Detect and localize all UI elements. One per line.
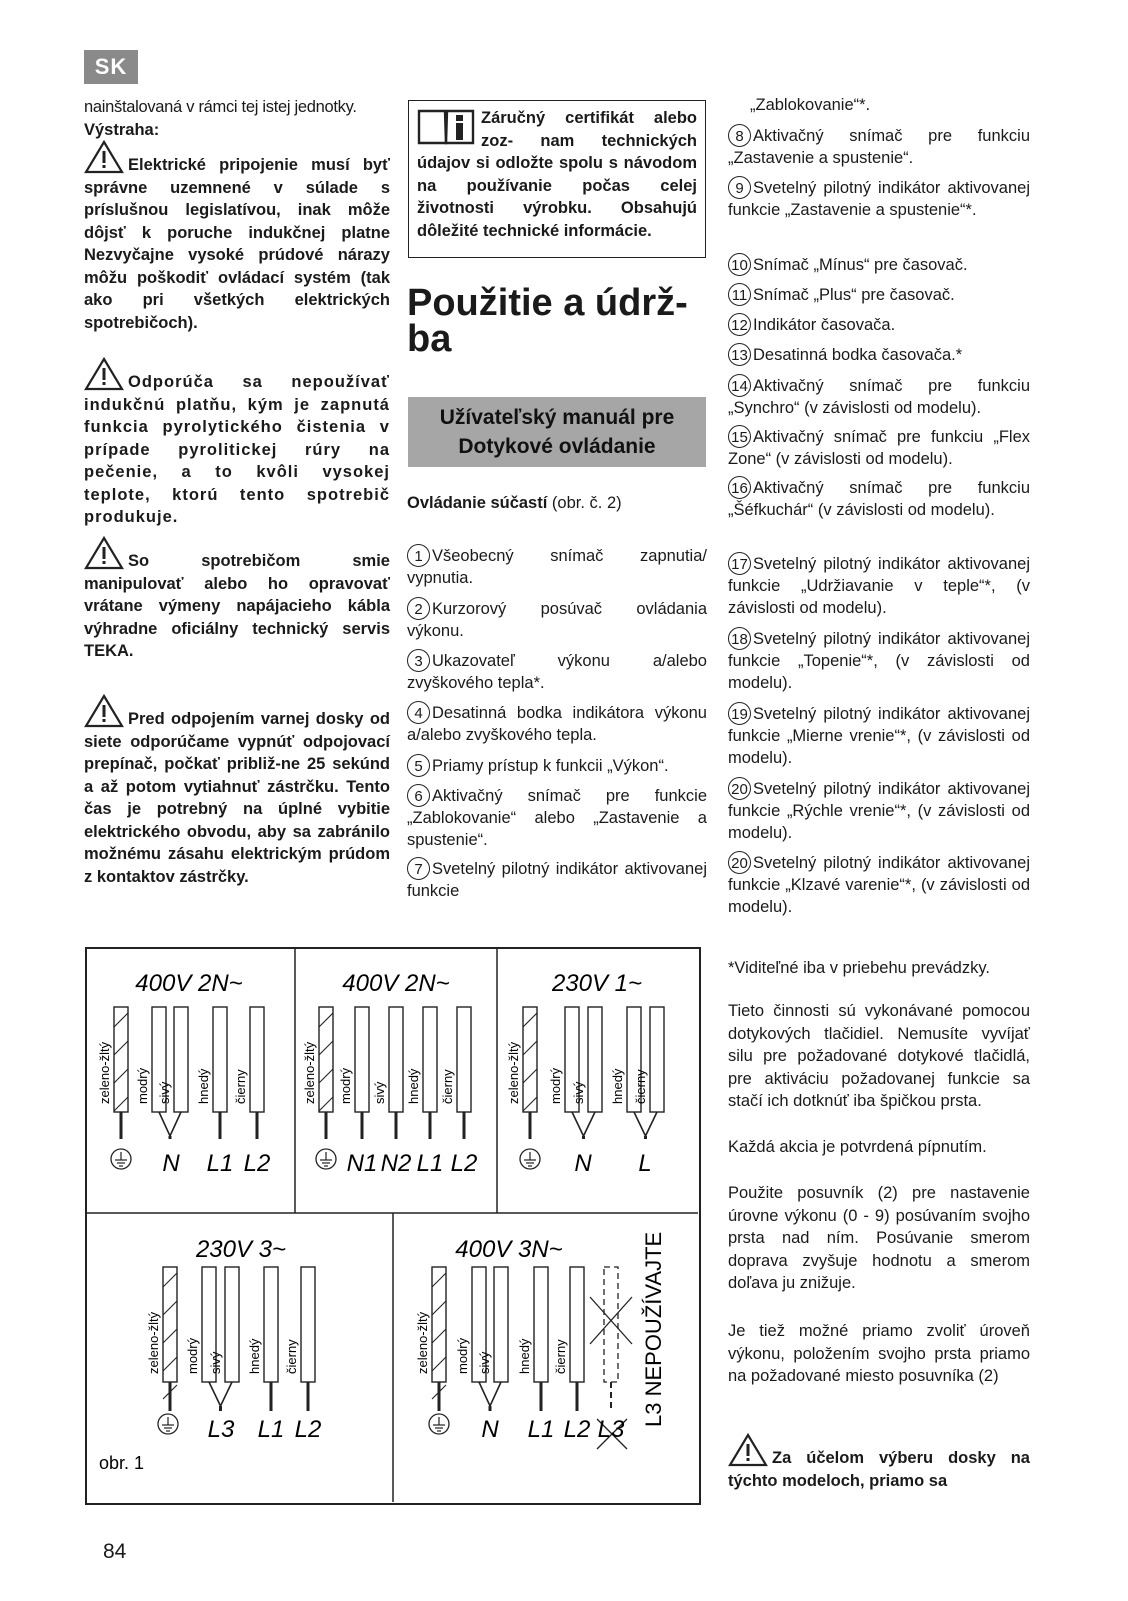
terminal-label: N <box>162 1150 180 1177</box>
warning-1 <box>84 140 390 334</box>
wire-color-label: modrý <box>185 1337 200 1374</box>
wire-join <box>572 1112 595 1136</box>
list-item <box>407 649 707 694</box>
list-item <box>728 851 1030 918</box>
panel-voltage-title: 230V 1~ <box>551 970 643 997</box>
item-text: Aktivačný snímač pre funkciu „Zastavenie a spustenie“. <box>728 127 1030 167</box>
stripe-line <box>523 1013 537 1027</box>
warning-triangle-icon <box>84 536 124 570</box>
item-text: Snímač „Mínus“ pre časovač. <box>753 256 968 274</box>
wire-color-label: zeleno-žltý <box>415 1311 430 1374</box>
terminal-label: N <box>481 1416 499 1443</box>
terminal-label: N2 <box>380 1150 412 1177</box>
wire-sheath <box>389 1007 403 1112</box>
warning-2 <box>84 357 390 529</box>
unused-wire-sheath <box>604 1267 618 1382</box>
item-number-circle: 11 <box>728 283 751 306</box>
right-paragraph: *Viditeľné iba v priebehu prevádzky. <box>728 959 990 977</box>
wire-sheath <box>264 1267 278 1382</box>
item-number-circle: 7 <box>407 857 430 880</box>
right-paragraph: Je tiež možné priamo zvoliť úroveň výkonu, položením svojho prsta priamo na požadované miesto posuvníka (2) <box>728 1322 1030 1385</box>
wire-sheath <box>250 1007 264 1112</box>
terminal-label: L <box>638 1150 652 1177</box>
item-text: Ukazovateľ výkonu a/alebo zvyškového tepla*. <box>407 652 707 692</box>
section-title: Použitie a údrž-ba <box>407 282 688 360</box>
warning-triangle-icon <box>84 357 124 391</box>
controls-label <box>407 494 622 513</box>
wire-join <box>634 1112 657 1136</box>
stripe-line <box>114 1013 128 1027</box>
wire-sheath <box>319 1007 333 1112</box>
info-box <box>408 100 706 258</box>
wire-sheath <box>534 1267 548 1382</box>
item-number-circle: 17 <box>728 552 751 575</box>
list-item <box>407 544 707 589</box>
item-number-circle: 14 <box>728 374 751 397</box>
wire-color-label: sivý <box>208 1351 223 1374</box>
controls-label-bold: Ovládanie súčastí <box>407 494 548 512</box>
wire-color-label: hnedý <box>196 1068 211 1104</box>
item-text: Snímač „Plus“ pre časovač. <box>753 286 955 304</box>
item-text: Aktivačný snímač pre funkciu „Flex Zone“ (v závislosti od modelu). <box>728 428 1030 468</box>
terminal-label: L1 <box>527 1416 555 1443</box>
item-number-circle: 6 <box>407 784 430 807</box>
wire-color-label: sivý <box>157 1081 172 1104</box>
wire-join <box>209 1382 232 1406</box>
stripe-line <box>163 1273 177 1287</box>
panel-voltage-title: 230V 3~ <box>195 1236 287 1263</box>
panel-voltage-title: 400V 2N~ <box>342 970 450 997</box>
list-item <box>728 374 1030 419</box>
warning-2-text: Odporúča sa nepoužívať indukčnú platňu, kým je zapnutá funkcia pyrolytického čistenia v prípade pyrolitickej rúry na pečenie, a to kvôli vysokej teplote, ktorú tento spotrebič produkuje. <box>84 373 390 526</box>
stripe-line <box>163 1329 177 1343</box>
wire-sheath <box>588 1007 602 1112</box>
item-number-circle: 19 <box>728 702 751 725</box>
wire-color-label: hnedý <box>517 1338 532 1374</box>
terminal-label: L1 <box>206 1150 234 1177</box>
item-text: Indikátor časovača. <box>753 316 896 334</box>
wire-color-label: zeleno-žltý <box>146 1311 161 1374</box>
item-number-circle: 1 <box>407 544 430 567</box>
terminal-label: L2 <box>243 1150 271 1177</box>
item-text: Svetelný pilotný indikátor aktivovanej funkcie „Rýchle vrenie“*, (v závislosti od modelu). <box>728 780 1030 842</box>
right-paragraph: Použite posuvník (2) pre nastavenie úrovne výkonu (0 - 9) posúvaním svojho prsta nad ním. Posúvanie smerom doprava zvyšuje hodnotu a smerom doľava ju znižuje. <box>728 1184 1030 1292</box>
stripe-line <box>432 1273 446 1287</box>
wiring-figure <box>85 947 701 1505</box>
item-number-circle: 20 <box>728 777 751 800</box>
stripe-line <box>432 1301 446 1315</box>
stripe-line <box>114 1097 128 1111</box>
item-text: Všeobecný snímač zapnutia/ vypnutia. <box>407 547 707 587</box>
wire-color-label: zeleno-žltý <box>97 1041 112 1104</box>
stripe-line <box>319 1097 333 1111</box>
terminal-label: L3 <box>207 1416 235 1443</box>
item-text: Svetelný pilotný indikátor aktivovanej funkcie „Udržiavanie v teple“*, (v závislosti od modelu). <box>728 555 1030 617</box>
terminal-label: L1 <box>416 1150 444 1177</box>
item-number-circle: 8 <box>728 124 751 147</box>
stripe-line <box>114 1069 128 1083</box>
item-text: Priamy prístup k funkcii „Výkon“. <box>432 757 669 775</box>
list-item <box>728 343 1030 366</box>
stripe-line <box>432 1357 446 1371</box>
item-number-circle: 20 <box>728 851 751 874</box>
wire-color-label: hnedý <box>610 1068 625 1104</box>
list-item <box>728 313 1030 336</box>
list-item <box>407 754 707 777</box>
left-column <box>84 96 394 141</box>
wire-color-label: čierny <box>633 1069 648 1104</box>
wire-color-label: čierny <box>284 1339 299 1374</box>
wire-color-label: modrý <box>135 1067 150 1104</box>
wire-sheath <box>174 1007 188 1112</box>
wire-color-label: zeleno-žltý <box>506 1041 521 1104</box>
wire-color-label: sivý <box>571 1081 586 1104</box>
item-text: Aktivačný snímač pre funkciu „Synchro“ (v závislosti od modelu). <box>728 377 1030 417</box>
item-number-circle: 3 <box>407 649 430 672</box>
language-badge: SK <box>84 50 138 84</box>
terminal-label: L1 <box>257 1416 285 1443</box>
item-number-circle: 5 <box>407 754 430 777</box>
wire-sheath <box>114 1007 128 1112</box>
warning-triangle-icon <box>84 140 124 174</box>
stripe-line <box>523 1041 537 1055</box>
item-text: Aktivačný snímač pre funkciu „Šéfkuchár“ (v závislosti od modelu). <box>728 479 1030 519</box>
list-item <box>407 784 707 851</box>
stripe-line <box>319 1041 333 1055</box>
wire-color-label: čierny <box>553 1339 568 1374</box>
wire-sheath <box>213 1007 227 1112</box>
wiring-diagram <box>87 949 698 1502</box>
item-text: Kurzorový posúvač ovládania výkonu. <box>407 600 707 640</box>
wire-color-label: čierny <box>233 1069 248 1104</box>
stripe-line <box>163 1357 177 1371</box>
stripe-line <box>114 1041 128 1055</box>
right-paragraph: Tieto činnosti sú vykonávané pomocou dotykových tlačidiel. Nemusíte vyvíjať silu pre požadované dotykové tlačidlá, pre aktiváciu požadovanej funkcie sa stačí ich dotknúť iba špičkou prsta. <box>728 1002 1030 1110</box>
wire-sheath <box>570 1267 584 1382</box>
item-number-circle: 16 <box>728 476 751 499</box>
warning-3-text: So spotrebičom smie manipulovať alebo ho opravovať vrátane výmeny napájacieho kábla výhradne oficiálny technický servis TEKA. <box>84 552 390 660</box>
wire-sheath <box>225 1267 239 1382</box>
item-number-circle: 9 <box>728 176 751 199</box>
panel-voltage-title: 400V 3N~ <box>455 1236 563 1263</box>
wire-color-label: sivý <box>372 1081 387 1104</box>
info-box-text: Záručný certifikát alebo zoz- nam technických údajov si odložte spolu s návodom na používanie počas celej životnosti výrobku. Obsahujú dôležité technické informácie. <box>417 109 697 240</box>
list-item <box>728 552 1030 619</box>
wire-sheath <box>650 1007 664 1112</box>
item-number-circle: 15 <box>728 425 751 448</box>
intro-text: nainštalovaná v rámci tej istej jednotky. <box>84 98 357 116</box>
subsection-title: Užívateľský manuál pre Dotykové ovládanie <box>439 406 675 458</box>
warning-triangle-icon <box>728 1433 768 1467</box>
page-number: 84 <box>103 1540 127 1563</box>
right-paragraph: Každá akcia je potvrdená pípnutím. <box>728 1138 987 1156</box>
list-item <box>728 476 1030 521</box>
item-text: Svetelný pilotný indikátor aktivovanej funkcie „Topenie“*, (v závislosti od modelu). <box>728 630 1030 692</box>
list-item <box>728 283 1030 306</box>
wire-color-label: hnedý <box>247 1338 262 1374</box>
wire-sheath <box>523 1007 537 1112</box>
wire-sheath <box>355 1007 369 1112</box>
item-text: Desatinná bodka časovača.* <box>753 346 963 364</box>
list-continuation: „Zablokovanie“*. <box>750 96 871 114</box>
stripe-line <box>432 1329 446 1343</box>
list-item <box>728 253 1030 276</box>
warning-1-text: Elektrické pripojenie musí byť správne uzemnené v súlade s príslušnou legislatívou, inak môže dôjsť k poruche indukčnej platne Nezvyčajne vysoké prúdové nárazy môžu poškodiť ovládací systém (tak ako pri všetkých elektrických spotrebičoch). <box>84 156 390 332</box>
list-item <box>407 857 707 902</box>
item-text: Svetelný pilotný indikátor aktivovanej funkcie „Zastavenie a spustenie“*. <box>728 179 1030 219</box>
terminal-label: L2 <box>450 1150 478 1177</box>
warning-4-text: Pred odpojením varnej dosky od siete odporúčame vypnúť odpojovací prepínač, počkať približ-ne 25 sekúnd a až potom vytiahnuť zástrčku. Tento čas je potrebný na úplné vybitie elektrického obvodu, aby sa zabránilo možnému zásahu elektrickým prúdom z kontaktov zástrčky. <box>84 710 390 886</box>
wire-color-label: čierny <box>440 1069 455 1104</box>
item-text: Desatinná bodka indikátora výkonu a/alebo zvyškového tepla. <box>407 704 707 744</box>
list-item <box>728 777 1030 844</box>
item-number-circle: 18 <box>728 627 751 650</box>
item-number-circle: 10 <box>728 253 751 276</box>
right-warning <box>728 1433 1030 1492</box>
subsection-title-box <box>408 397 706 467</box>
list-item <box>728 702 1030 769</box>
list-item <box>728 124 1030 169</box>
stripe-line <box>163 1301 177 1315</box>
item-text: Svetelný pilotný indikátor aktivovanej funkcie „Mierne vrenie“*, (v závislosti od modelu). <box>728 705 1030 767</box>
terminal-label: L3 <box>597 1416 625 1443</box>
wire-join <box>159 1112 181 1136</box>
wire-color-label: sivý <box>477 1351 492 1374</box>
warning-heading: Výstraha: <box>84 120 160 139</box>
controls-ref: (obr. č. 2) <box>551 494 622 512</box>
wire-sheath <box>457 1007 471 1112</box>
wire-color-label: modrý <box>548 1067 563 1104</box>
list-item <box>407 701 707 746</box>
item-number-circle: 2 <box>407 597 430 620</box>
terminal-label: L2 <box>294 1416 322 1443</box>
terminal-label: N1 <box>346 1150 378 1177</box>
item-text: Svetelný pilotný indikátor aktivovanej funkcie „Klzavé varenie“*, (v závislosti od modelu). <box>728 854 1030 916</box>
warning-3 <box>84 536 390 663</box>
stripe-line <box>523 1069 537 1083</box>
wire-sheath <box>494 1267 508 1382</box>
right-warning-text: Za účelom výberu dosky na týchto modeloch, priamo sa <box>728 1449 1030 1490</box>
item-number-circle: 13 <box>728 343 751 366</box>
list-item <box>728 627 1030 694</box>
figure-caption: obr. 1 <box>99 1453 145 1473</box>
list-item <box>407 597 707 642</box>
wire-color-label: modrý <box>338 1067 353 1104</box>
wire-color-label: hnedý <box>406 1068 421 1104</box>
item-text: Svetelný pilotný indikátor aktivovanej funkcie <box>407 860 707 900</box>
not-used-label: L3 NEPOUŽÍVAJTE <box>641 1231 666 1427</box>
wire-join <box>479 1382 501 1406</box>
list-item <box>728 425 1030 470</box>
wire-sheath <box>423 1007 437 1112</box>
stripe-line <box>319 1013 333 1027</box>
panel-voltage-title: 400V 2N~ <box>135 970 243 997</box>
terminal-label: L2 <box>563 1416 591 1443</box>
item-number-circle: 12 <box>728 313 751 336</box>
stripe-line <box>319 1069 333 1083</box>
wire-color-label: zeleno-žltý <box>302 1041 317 1104</box>
info-book-icon <box>417 107 475 147</box>
warning-triangle-icon <box>84 694 124 728</box>
item-text: Aktivačný snímač pre funkcie „Zablokovanie“ alebo „Zastavenie a spustenie“. <box>407 787 707 849</box>
wire-sheath <box>301 1267 315 1382</box>
stripe-line <box>523 1097 537 1111</box>
item-number-circle: 4 <box>407 701 430 724</box>
terminal-label: N <box>574 1150 592 1177</box>
wire-color-label: modrý <box>455 1337 470 1374</box>
warning-4 <box>84 694 390 888</box>
list-item <box>728 176 1030 221</box>
